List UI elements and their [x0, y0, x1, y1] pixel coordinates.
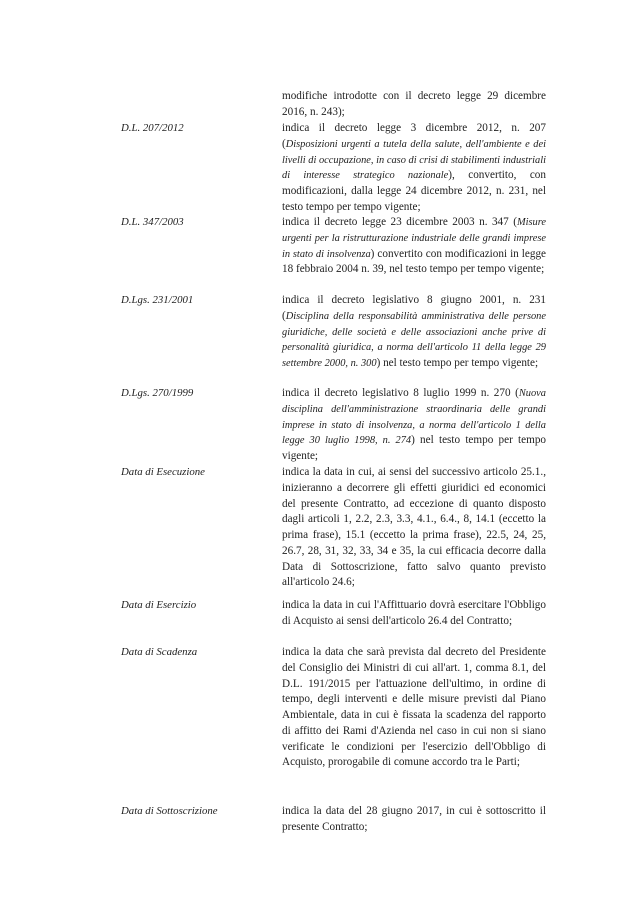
- definition-text-segment: indica il decreto legislativo 8 luglio 1999 n. 270 (: [282, 387, 519, 399]
- definition-term: Data di Esecuzione: [121, 466, 205, 478]
- definition-text-segment: indica la data in cui, ai sensi del successivo articolo 25.1., inizieranno a decorrere gli effetti giuridici ed economici del presente Contratto, ad eccezione di quanto disposto dagli articoli 1, 2.2, 2.3, 3.3, 4.1., 6.4., 8, 14.1 (eccetto la prima frase), 15.1 (eccetto la prima frase), 22.5, 24, 25, 26.7, 28, 31, 32, 33, 34 e 35, la cui efficacia decorre dalla Data di Sottoscrizione, fatto salvo quanto previsto all'articolo 24.6;: [282, 466, 546, 589]
- definition-term: Data di Scadenza: [121, 646, 198, 658]
- definition-term: D.L. 347/2003: [121, 216, 184, 228]
- definition-title-italic: Disciplina della responsabilità amministrativa delle persone giuridiche, delle società e delle associazioni anche prive di personalità giuridica, a norma dell'articolo 11 della legge 29 settembre 2000, n. 300: [282, 310, 546, 369]
- definition-text-segment: indica la data del 28 giugno 2017, in cui è sottoscritto il presente Contratto;: [282, 805, 546, 833]
- definition-text-segment: indica il decreto legge 3 dicembre 2012, n. 207 (: [282, 122, 546, 150]
- definition-text-segment: ) nel testo tempo per tempo vigente;: [376, 357, 539, 369]
- definition-text-segment: ) nel testo tempo per tempo vigente;: [282, 434, 547, 462]
- definition-text: [282, 121, 546, 216]
- definition-title-italic: Nuova disciplina dell'amministrazione straordinaria delle grandi imprese in stato di insolvenza, a norma dell'articolo 1 della legge 30 luglio 1998, n. 274: [282, 388, 546, 447]
- definition-text-segment: indica il decreto legge 23 dicembre 2003 n. 347 (: [282, 216, 517, 228]
- definition-term: D.Lgs. 231/2001: [121, 294, 194, 306]
- definition-text-segment: ) convertito con modificazioni in legge 18 febbraio 2004 n. 39, nel testo tempo per tempo vigente;: [282, 247, 547, 276]
- definition-term: D.Lgs. 270/1999: [121, 387, 194, 399]
- definition-text: [282, 598, 546, 630]
- definition-text: [282, 215, 546, 278]
- definition-term: D.L. 207/2012: [121, 122, 184, 134]
- definition-text-segment: modifiche introdotte con il decreto legge 29 dicembre 2016, n. 243);: [282, 90, 546, 118]
- definition-text: [282, 465, 546, 591]
- definition-title-italic: Misure urgenti per la ristrutturazione industriale delle grandi imprese in stato di insolvenza: [282, 217, 546, 260]
- definition-text: [282, 386, 546, 465]
- definition-text-segment: indica la data in cui l'Affittuario dovrà esercitare l'Obbligo di Acquisto ai sensi dell'articolo 26.4 del Contratto;: [282, 599, 546, 627]
- definition-text-segment: ), convertito, con modificazioni, dalla legge 24 dicembre 2012, n. 231, nel testo tempo per tempo vigente;: [282, 169, 546, 213]
- definition-text: [282, 293, 546, 372]
- definition-text: [282, 804, 546, 836]
- definition-text: [282, 89, 546, 121]
- definition-term: Data di Esercizio: [121, 599, 197, 611]
- definition-text-segment: indica il decreto legislativo 8 giugno 2001, n. 231 (: [282, 294, 546, 322]
- definition-title-italic: Disposizioni urgenti a tutela della salute, dell'ambiente e dei livelli di occupazione, in caso di crisi di stabilimenti industriali di interesse strategico nazionale: [282, 138, 546, 182]
- definition-text-segment: indica la data che sarà prevista dal decreto del Presidente del Consiglio dei Ministri di cui all'art. 1, comma 8.1, del D.L. 191/2015 per l'attuazione dell'ultimo, in ordine di tempo, degli interventi e delle misure previsti dal Piano Ambientale, data in cui è fissata la scadenza del rapporto di affitto dei Rami d'Azienda nel caso in cui non si siano verificate le condizioni per l'esercizio dell'Obbligo di Acquisto, prorogabile di comune accordo tra le Parti;: [282, 646, 546, 769]
- definition-text: [282, 645, 546, 771]
- definition-term: Data di Sottoscrizione: [121, 805, 218, 817]
